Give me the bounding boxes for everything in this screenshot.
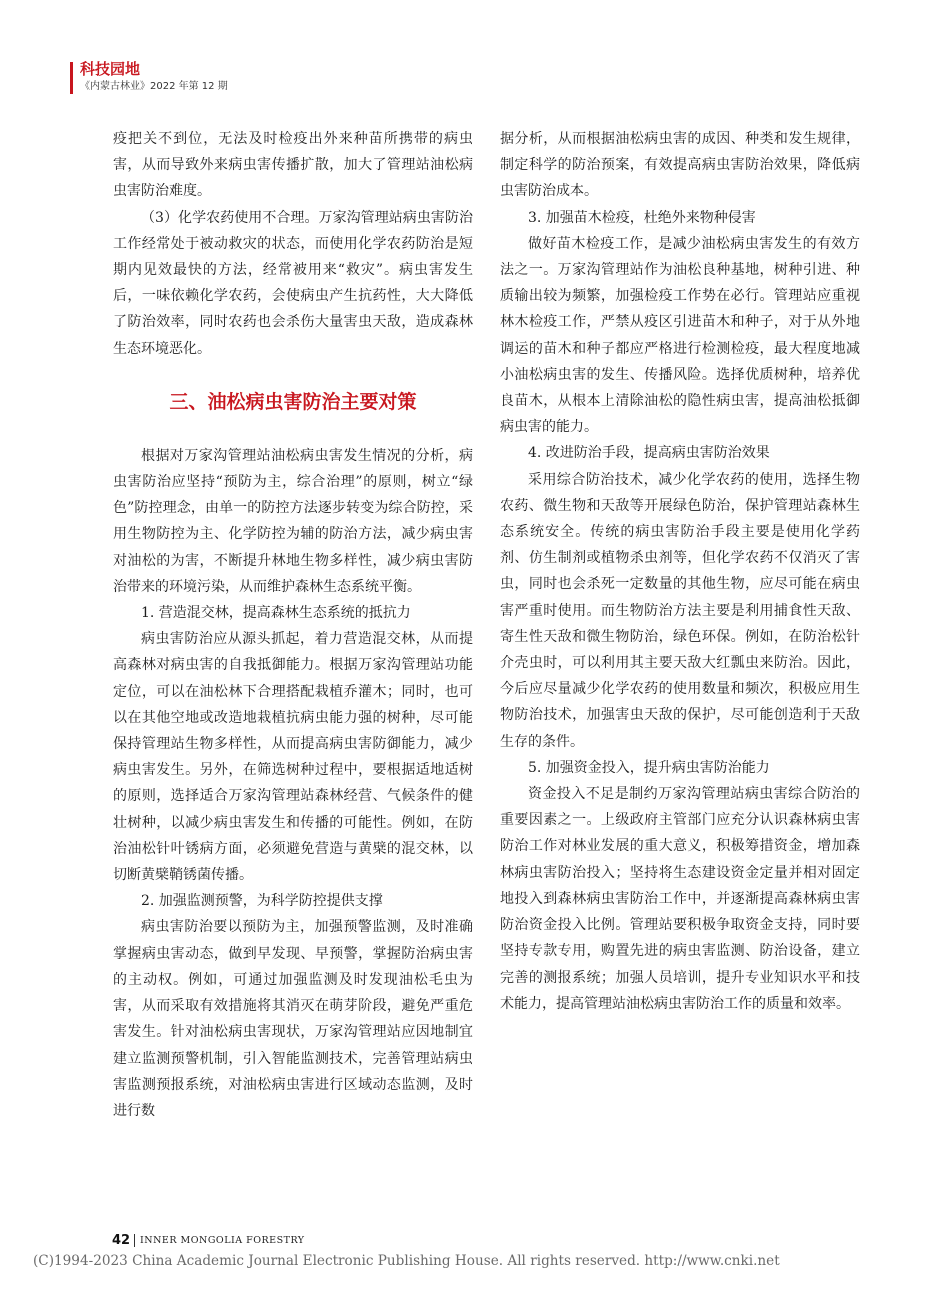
paragraph: 资金投入不足是制约万家沟管理站病虫害综合防治的重要因素之一。上级政府主管部门应充分认识森林病虫害防治工作对林业发展的重大意义，积极筹措资金，增加森林病虫害防治投入；坚持将生态建设资金定量并相对固定地投入到森林病虫害防治工作中，并逐渐提高森林病虫害防治资金投入比例。管理站要积极争取资金支持，同时要坚持专款专用，购置先进的病虫害监测、防治设备，建立完善的测报系统；加强人员培训，提升专业知识水平和技术能力，提高管理站油松病虫害防治工作的质量和效率。 <box>500 786 860 1012</box>
paragraph: 病虫害防治要以预防为主，加强预警监测，及时准确掌握病虫害动态，做到早发现、早预警，掌握防治病虫害的主动权。例如，可通过加强监测及时发现油松毛虫为害，从而采取有效措施将其消灭在萌芽阶段，避免严重危害发生。针对油松病虫害现状，万家沟管理站应因地制宜建立监测预警机制，引入智能监测技术，完善管理站病虫害监测预报系统，对油松病虫害进行区域动态监测，及时进行数 <box>113 919 473 1119</box>
subheading: 5. 加强资金投入，提升病虫害防治能力 <box>528 759 770 776</box>
subheading: 1. 营造混交林，提高森林生态系统的抵抗力 <box>141 605 411 622</box>
left-column <box>113 126 473 1124</box>
paragraph: 做好苗木检疫工作，是减少油松病虫害发生的有效方法之一。万家沟管理站作为油松良种基地，树种引进、种质输出较为频繁，加强检疫工作势在必行。管理站应重视林木检疫工作，严禁从疫区引进苗木和种子，对于从外地调运的苗木和种子都应严格进行检测检疫，最大程度地减小油松病虫害的发生、传播风险。选择优质树种，培养优良苗木，从根本上清除油松的隐性病虫害，提高油松抵御病虫害的能力。 <box>500 235 860 436</box>
journal-name: INNER MONGOLIA FORESTRY <box>140 1235 305 1246</box>
right-column <box>500 126 860 1017</box>
paragraph: 采用综合防治技术，减少化学农药的使用，选择生物农药、微生物和天敌等开展绿色防治，保护管理站森林生态系统安全。传统的病虫害防治手段主要是使用化学药剂、仿生制剂或植物杀虫剂等，但化学农药不仅消灭了害虫，同时也会杀死一定数量的其他生物，应尽可能在病虫害严重时使用。而生物防治方法主要是利用捕食性天敌、寄生性天敌和微生物防治，绿色环保。例如，在防治松针介壳虫时，可以利用其主要天敌大红瓢虫来防治。因此，今后应尽量减少化学农药的使用数量和频次，积极应用生物防治技术，加强害虫天敌的保护，尽可能创造利于天敌生存的条件。 <box>500 471 860 750</box>
paragraph: 病虫害防治应从源头抓起，着力营造混交林，从而提高森林对病虫害的自我抵御能力。根据万家沟管理站功能定位，可以在油松林下合理搭配栽植乔灌木；同时，也可以在其他空地或改造地栽植抗病虫能力强的树种，尽可能保持管理站生物多样性，从而提高病虫害防御能力，减少病虫害发生。另外，在筛选树种过程中，要根据适地适树的原则，选择适合万家沟管理站森林经营、气候条件的健壮树种，以减少病虫害发生和传播的可能性。例如，在防治油松针叶锈病方面，必须避免营造与黄檗的混交林，以切断黄檗鞘锈菌传播。 <box>113 631 473 884</box>
paragraph: （3）化学农药使用不合理。万家沟管理站病虫害防治工作经常处于被动救灾的状态，而使用化学农药防治是短期内见效最快的方法，经常被用来“救灾”。病虫害发生后，一味依赖化学农药，会使病虫产生抗药性，大大降低了防治效率，同时农药也会杀伤大量害虫天敌，造成森林生态环境恶化。 <box>113 209 473 357</box>
journal-issue: 《内蒙古林业》2022 年第 12 期 <box>80 81 228 92</box>
copyright-notice: (C)1994-2023 China Academic Journal Electronic Publishing House. All rights reserved. http://www.cnki.net <box>33 1253 780 1269</box>
paragraph: 根据对万家沟管理站油松病虫害发生情况的分析，病虫害防治应坚持“预防为主，综合治理”的原则，树立“绿色”防控理念，由单一的防控方法逐步转变为综合防控，采用生物防控为主、化学防控为辅的防治方法，减少病虫害对油松的为害，不断提升林地生物多样性，减少病虫害防治带来的环境污染，从而维护森林生态系统平衡。 <box>113 447 473 595</box>
subheading: 4. 改进防治手段，提高病虫害防治效果 <box>528 445 770 462</box>
subheading: 3. 加强苗木检疫，杜绝外来物种侵害 <box>528 209 756 226</box>
subheading: 2. 加强监测预警，为科学防控提供支撑 <box>141 893 383 910</box>
footer-divider <box>134 1234 135 1247</box>
page-number: 42 <box>112 1233 131 1248</box>
section-heading: 三、油松病虫害防治主要对策 <box>169 390 417 413</box>
paragraph: 据分析，从而根据油松病虫害的成因、种类和发生规律，制定科学的防治预案，有效提高病虫害防治效果，降低病虫害防治成本。 <box>500 131 860 200</box>
section-label: 科技园地 <box>80 60 141 78</box>
header-accent-bar <box>70 62 73 94</box>
paragraph: 疫把关不到位，无法及时检疫出外来种苗所携带的病虫害，从而导致外来病虫害传播扩散，加大了管理站油松病虫害防治难度。 <box>113 131 473 200</box>
